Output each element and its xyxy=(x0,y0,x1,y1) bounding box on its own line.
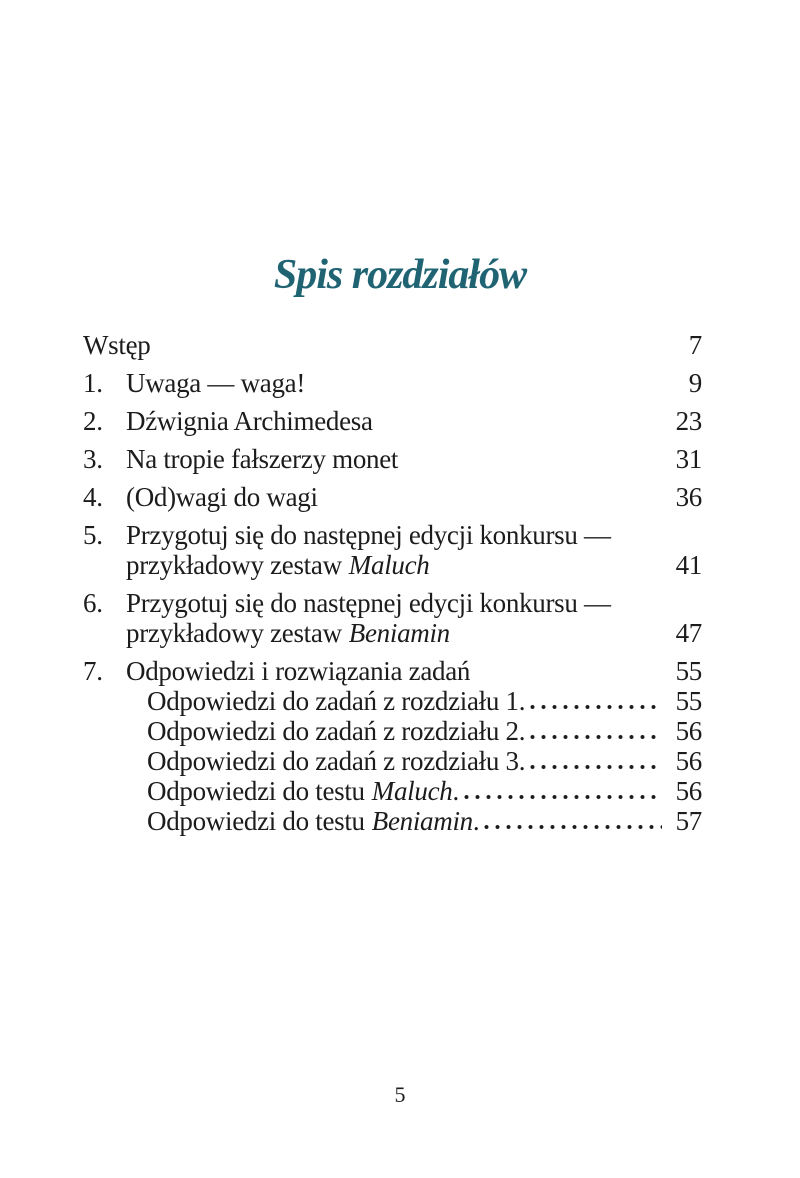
toc-entry-title-continuation xyxy=(126,618,450,648)
toc-entry-number: 4. xyxy=(83,482,103,512)
toc-page-number: 56 xyxy=(675,746,702,776)
toc-entry-5-line1 xyxy=(83,520,702,550)
toc-entry-title: Przygotuj się do następnej edycji konkursu — xyxy=(126,520,611,550)
toc-entry-text: przykładowy zestaw xyxy=(126,550,342,580)
toc-page-number: 55 xyxy=(675,656,702,686)
toc-page-number: 56 xyxy=(675,716,702,746)
toc-subentry-1 xyxy=(83,686,702,716)
toc-page-number: 9 xyxy=(688,368,702,398)
toc-entry-italic-word: Maluch xyxy=(348,550,430,580)
toc-page-number: 7 xyxy=(688,330,702,360)
toc-page-number: 55 xyxy=(675,686,702,716)
toc-entry-title: Uwaga — waga! xyxy=(126,368,306,398)
toc-entry-number: 5. xyxy=(83,520,103,550)
toc-subentry-title: Odpowiedzi do zadań z rozdziału 3. xyxy=(147,746,526,776)
toc-entry-6-line2 xyxy=(83,618,702,648)
toc-page-number: 36 xyxy=(675,482,702,512)
toc-entry-number: 3. xyxy=(83,444,103,474)
toc-page-number: 41 xyxy=(675,550,702,580)
toc-page-number: 23 xyxy=(675,406,702,436)
toc-entry-number: 1. xyxy=(83,368,103,398)
toc-subentry-4 xyxy=(83,776,702,806)
toc-subentry-title xyxy=(147,776,459,806)
toc-subentry-5 xyxy=(83,806,702,836)
dot-leader xyxy=(530,704,662,710)
toc-entry-1 xyxy=(83,368,702,398)
toc-entry-number: 6. xyxy=(83,588,103,618)
toc-page-number: 31 xyxy=(675,444,702,474)
dot-leader xyxy=(484,824,662,830)
toc-subentry-suffix: . xyxy=(472,806,480,836)
toc-entry-number: 7. xyxy=(83,656,103,686)
table-of-contents xyxy=(0,330,800,836)
toc-entry-title: Dźwignia Archimedesa xyxy=(126,406,373,436)
dot-leader xyxy=(464,794,662,800)
toc-subentry-title: Odpowiedzi do zadań z rozdziału 2. xyxy=(147,716,526,746)
page-title: Spis rozdziałów xyxy=(273,252,527,298)
toc-subentry-title xyxy=(147,806,479,836)
toc-entry-4 xyxy=(83,482,702,512)
toc-entry-6-line1 xyxy=(83,588,702,618)
toc-entry-3 xyxy=(83,444,702,474)
toc-subentry-suffix: . xyxy=(452,776,459,806)
footer-page-number: 5 xyxy=(394,1082,406,1107)
toc-entry-wstep xyxy=(83,330,702,360)
toc-subentry-text: Odpowiedzi do testu xyxy=(147,806,365,836)
toc-entry-number: 2. xyxy=(83,406,103,436)
toc-entry-title-continuation xyxy=(126,550,429,580)
toc-entry-title: Na tropie fałszerzy monet xyxy=(126,444,399,474)
toc-subentry-3 xyxy=(83,746,702,776)
toc-entry-title: Odpowiedzi i rozwiązania zadań xyxy=(126,656,471,686)
toc-entry-italic-word: Beniamin xyxy=(348,618,450,648)
toc-entry-7 xyxy=(83,656,702,686)
toc-entry-title: Wstęp xyxy=(83,330,151,360)
toc-subentry-text: Odpowiedzi do testu xyxy=(147,776,365,806)
toc-subentry-italic-word: Beniamin xyxy=(371,806,473,836)
toc-page-number: 57 xyxy=(675,806,702,836)
toc-entry-2 xyxy=(83,406,702,436)
dot-leader xyxy=(530,764,662,770)
toc-subentry-2 xyxy=(83,716,702,746)
toc-page-number: 47 xyxy=(675,618,702,648)
toc-entry-text: przykładowy zestaw xyxy=(126,618,342,648)
toc-subentry-italic-word: Maluch xyxy=(371,776,453,806)
dot-leader xyxy=(530,734,662,740)
toc-entry-title: (Od)wagi do wagi xyxy=(126,482,318,512)
toc-subentry-title: Odpowiedzi do zadań z rozdziału 1. xyxy=(147,686,526,716)
toc-page-number: 56 xyxy=(675,776,702,806)
toc-entry-5-line2 xyxy=(83,550,702,580)
toc-entry-title: Przygotuj się do następnej edycji konkursu — xyxy=(126,588,611,618)
